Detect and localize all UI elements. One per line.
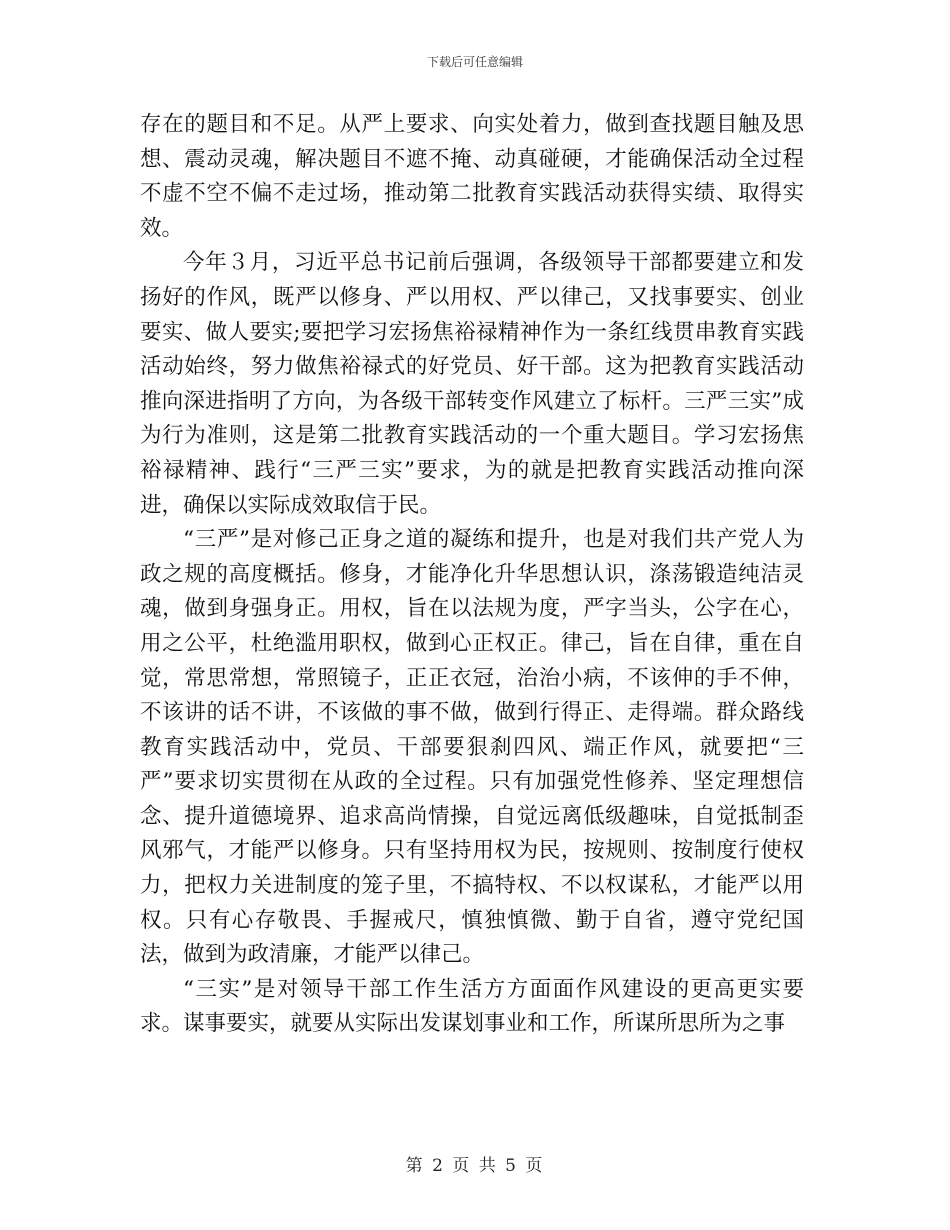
paragraph-continuation: 存在的题目和不足。从严上要求、向实处着力，做到查找题目触及思想、震动灵魂，解决题目不遮不掩、动真碰硬，才能确保活动全过程不虚不空不偏不走过场，推动第二批教育实践活动获得实绩、取得实效。 <box>140 112 804 241</box>
paragraph-three-strict: “三严”是对修己正身之道的凝练和提升，也是对我们共产党人为政之规的高度概括。修身，才能净化升华思想认识，涤荡锻造纯洁灵魂，做到身强身正。用权，旨在以法规为度，严字当头，公字在心，用之公平，杜绝滥用职权，做到心正权正。律己，旨在自律，重在自觉，常思常想，常照镜子，正正衣冠，治治小病，不该伸的手不伸，不该讲的话不讲，不该做的事不做，做到行得正、走得端。群众路线教育实践活动中，党员、干部要狠刹四风、端正作风，就要把“三严”要求切实贯彻在从政的全过程。只有加强党性修养、坚定理想信念、提升道德境界、追求高尚情操，自觉远离低级趣味，自觉抵制歪风邪气，才能严以修身。只有坚持用权为民，按规则、按制度行使权力，把权力关进制度的笼子里，不搞特权、不以权谋私，才能严以用权。只有心存敬畏、手握戒尺，慎独慎微、勤于自省，遵守党纪国法，做到为政清廉，才能严以律己。 <box>140 527 804 968</box>
page-header: 下载后可任意编辑 <box>426 55 523 69</box>
document-body <box>140 108 804 1042</box>
page-footer: 第 2 页 共 5 页 <box>405 1156 545 1176</box>
paragraph-march-speech: 今年３月，习近平总书记前后强调，各级领导干部都要建立和发扬好的作风，既严以修身、严以用权、严以律己，又找事要实、创业要实、做人要实;要把学习宏扬焦裕禄精神作为一条红线贯串教育实践活动始终，努力做焦裕禄式的好党员、好干部。这为把教育实践活动推向深进指明了方向，为各级干部转变作风建立了标杆。三严三实”成为行为准则，这是第二批教育实践活动的一个重大题目。学习宏扬焦裕禄精神、践行“三严三实”要求，为的就是把教育实践活动推向深进，确保以实际成效取信于民。 <box>140 250 804 518</box>
paragraph-three-solid: “三实”是对领导干部工作生活方方面面作风建设的更高更实要求。谋事要实，就要从实际出发谋划事业和工作，所谋所思所为之事 <box>140 976 804 1037</box>
